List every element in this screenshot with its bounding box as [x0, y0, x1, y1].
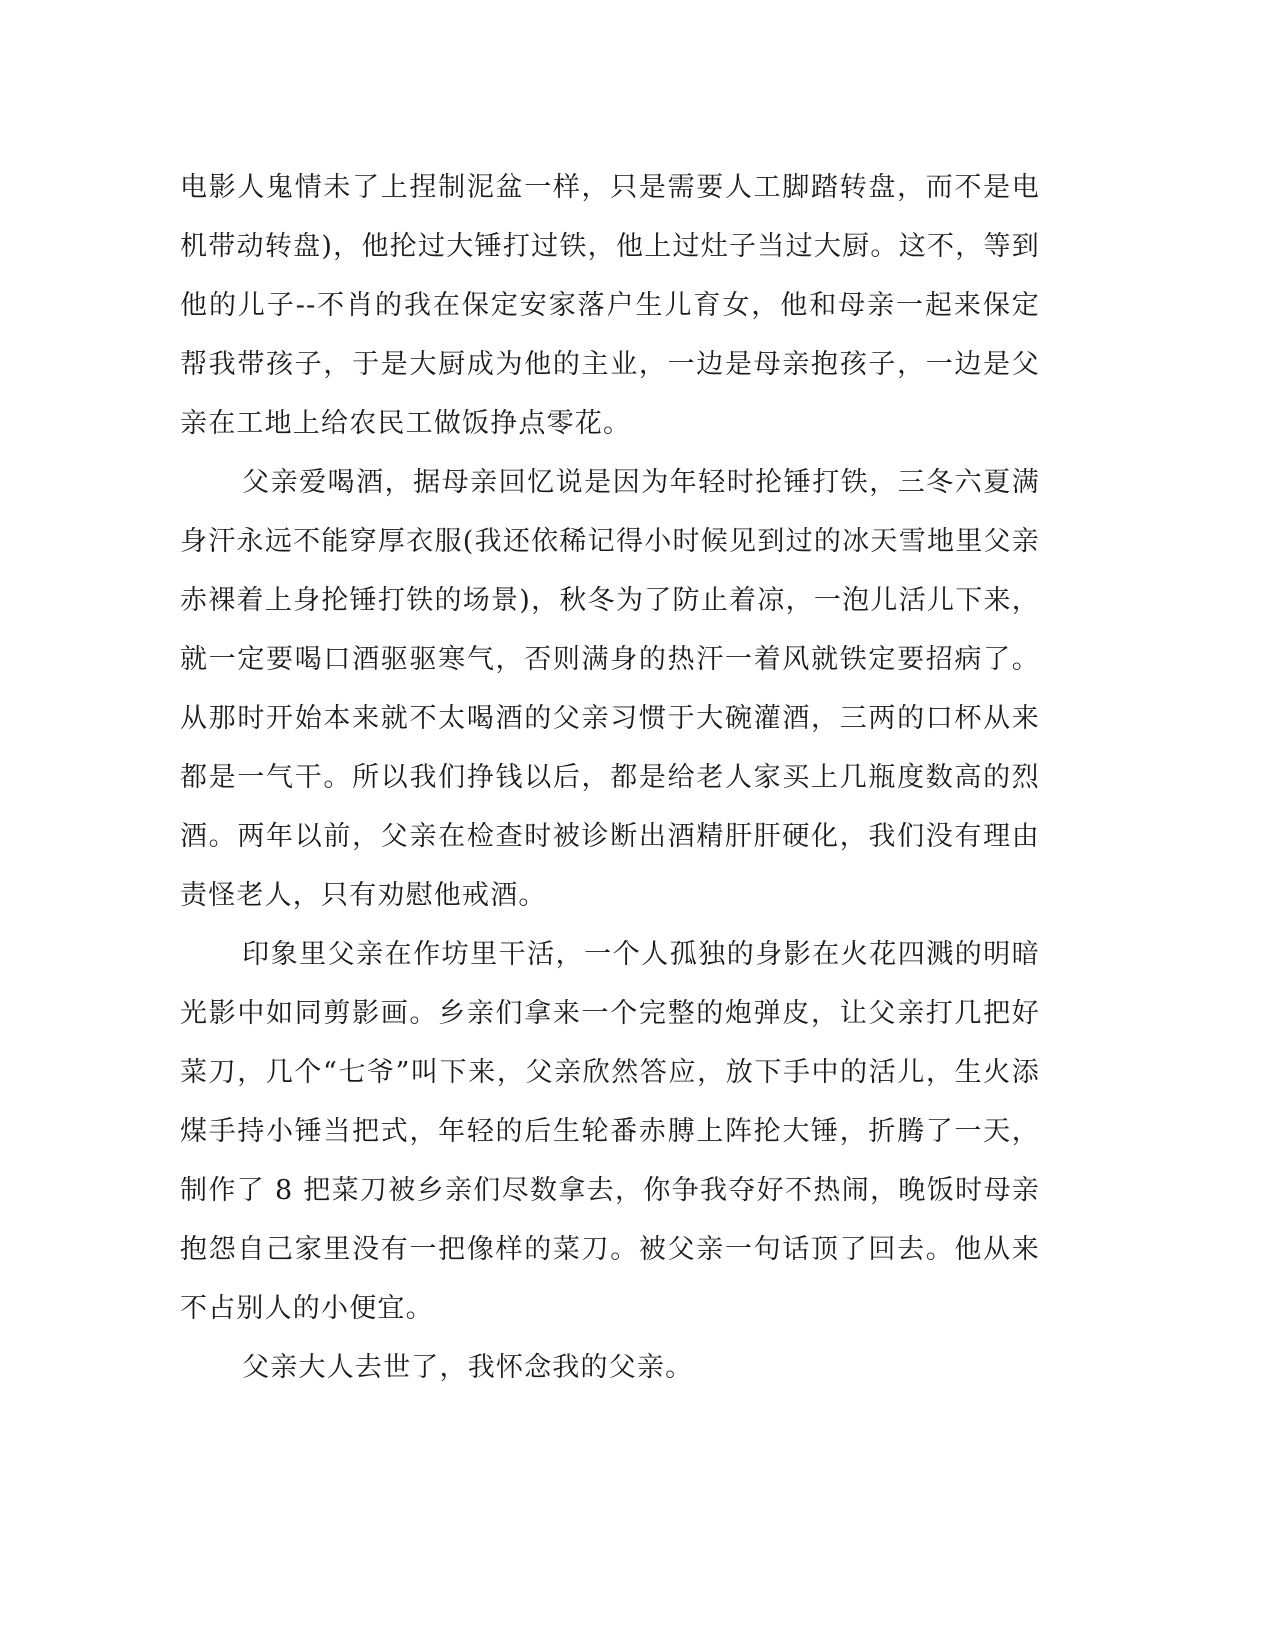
paragraph-closing: 父亲大人去世了，我怀念我的父亲。	[242, 1352, 694, 1383]
paragraph-workshop: 印象里父亲在作坊里干活，一个人孤独的身影在火花四溅的明暗光影中如同剪影画。乡亲们拿来一个完整的炮弹皮，让父亲打几把好菜刀，几个“七爷”叫下来，父亲欣然答应，放下手中的活儿，生火添煤手持小锤当把式，年轻的后生轮番赤膊上阵抡大锤，折腾了一天，制作了 8 把菜刀被乡亲们尽数拿去，你争我夺好不热闹，晚饭时母亲抱怨自己家里没有一把像样的菜刀。被父亲一句话顶了回去。他从来不占别人的小便宜。	[180, 939, 1040, 1324]
paragraph-drinking: 父亲爱喝酒，据母亲回忆说是因为年轻时抡锤打铁，三冬六夏满身汗永远不能穿厚衣服(我还依稀记得小时候见到过的冰天雪地里父亲赤裸着上身抡锤打铁的场景)，秋冬为了防止着凉，一泡儿活儿下来，就一定要喝口酒驱驱寒气，否则满身的热汗一着风就铁定要招病了。从那时开始本来就不太喝酒的父亲习惯于大碗灌酒，三两的口杯从来都是一气干。所以我们挣钱以后，都是给老人家买上几瓶度数高的烈酒。两年以前，父亲在检查时被诊断出酒精肝肝硬化，我们没有理由责怪老人，只有劝慰他戒酒。	[180, 467, 1040, 911]
document-body	[180, 158, 1040, 1397]
paragraph-continued: 电影人鬼情未了上捏制泥盆一样，只是需要人工脚踏转盘，而不是电机带动转盘)，他抡过大锤打过铁，他上过灶子当过大厨。这不，等到他的儿子--不肖的我在保定安家落户生儿育女，他和母亲一起来保定帮我带孩子，于是大厨成为他的主业，一边是母亲抱孩子，一边是父亲在工地上给农民工做饭挣点零花。	[180, 172, 1040, 439]
